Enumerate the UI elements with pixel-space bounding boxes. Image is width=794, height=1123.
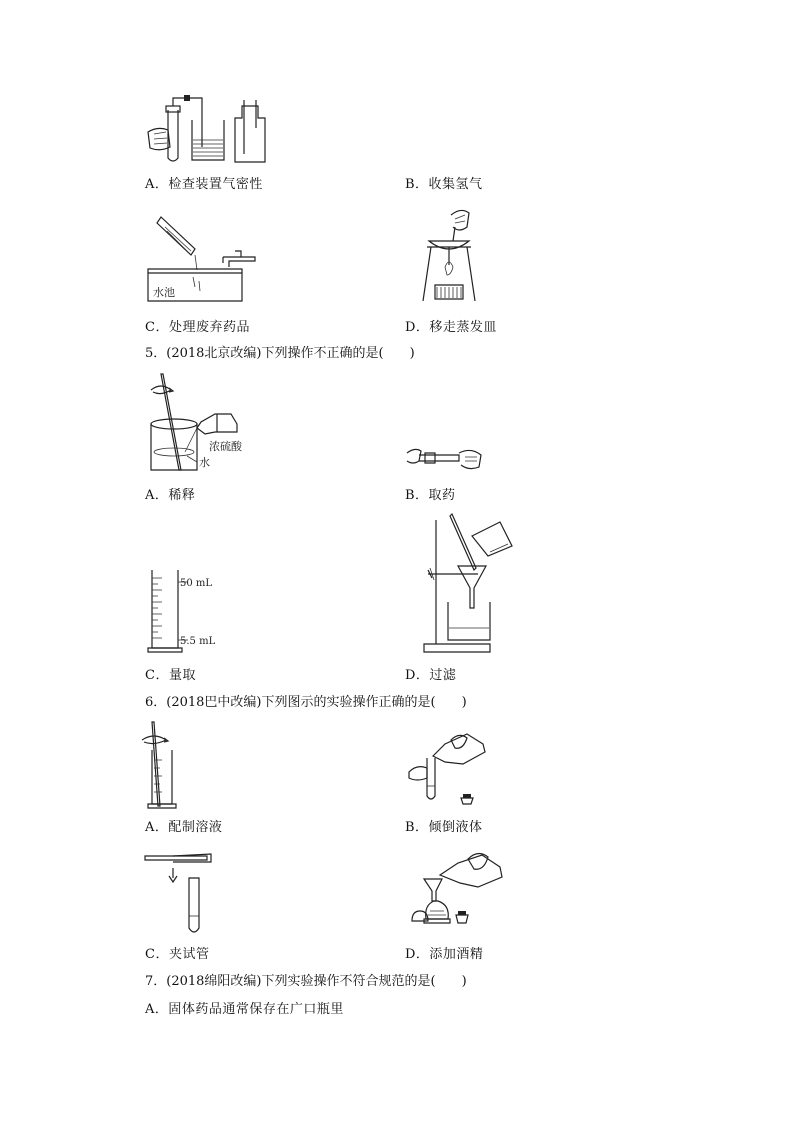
- option-d-label: D．移走蒸发皿: [405, 320, 497, 335]
- q6-option-a-label: A．配制溶液: [145, 820, 223, 835]
- q5-option-d-label: D．过滤: [405, 668, 457, 683]
- q6-option-d-label: D．添加酒精: [405, 947, 484, 962]
- evaporating-dish-drawing: [415, 205, 485, 305]
- add-alcohol-drawing: [410, 845, 505, 935]
- option-a-label: A．检查装置气密性: [145, 177, 263, 192]
- prepare-solution-drawing: [140, 720, 200, 810]
- q6-option-c-label: C．夹试管: [145, 947, 210, 962]
- water-label: 水: [199, 456, 210, 469]
- airtightness-apparatus-drawing: [140, 92, 280, 167]
- clamp-test-tube-drawing: [145, 852, 220, 937]
- acid-label: 浓硫酸: [209, 440, 242, 453]
- pour-liquid-drawing: [405, 722, 495, 810]
- measuring-cylinder-drawing: [148, 568, 238, 658]
- sink-pouring-drawing: [145, 215, 265, 305]
- q5-option-b-label: B．取药: [405, 488, 456, 503]
- cylinder-reading-label: 5.5 mL: [180, 636, 216, 647]
- option-c-label: C．处理废弃药品: [145, 320, 250, 335]
- q5-option-c-label: C．量取: [145, 668, 196, 683]
- question-6-stem: 6．(2018巴中改编)下列图示的实验操作正确的是( ): [145, 695, 467, 710]
- question-5-stem: 5．(2018北京改编)下列操作不正确的是( ): [145, 346, 415, 361]
- pool-label: 水池: [153, 286, 175, 299]
- dilution-drawing: [145, 372, 255, 477]
- take-chemical-drawing: [405, 445, 485, 475]
- option-b-label: B．收集氢气: [405, 177, 483, 192]
- question-7-stem: 7．(2018绵阳改编)下列实验操作不符合规范的是( ): [145, 974, 467, 989]
- filtration-drawing: [418, 512, 518, 657]
- q6-option-b-label: B．倾倒液体: [405, 820, 483, 835]
- q7-option-a-label: A．固体药品通常保存在广口瓶里: [145, 1002, 344, 1017]
- q5-option-a-label: A．稀释: [145, 488, 196, 503]
- cylinder-top-label: 50 mL: [180, 578, 213, 589]
